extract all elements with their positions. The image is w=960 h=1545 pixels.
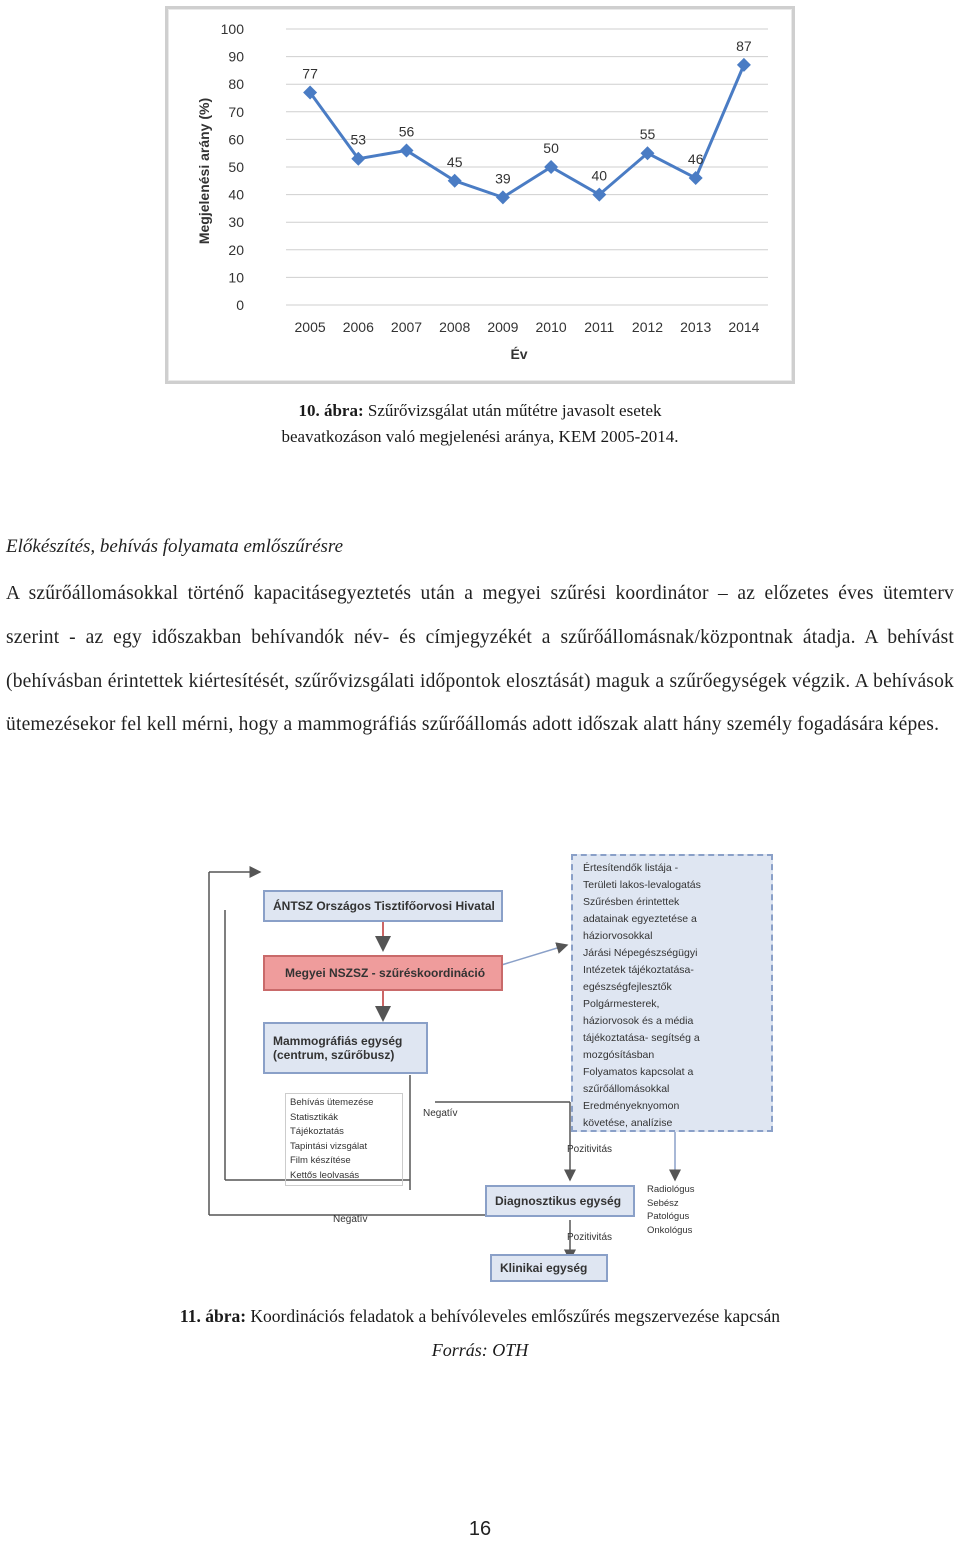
x-tick-label: 2005 — [294, 319, 326, 335]
staff-item: Radiológus — [647, 1184, 695, 1195]
data-point — [448, 174, 462, 188]
y-tick-label: 10 — [228, 269, 244, 286]
y-tick-label: 80 — [228, 76, 244, 93]
mammo-tasks-box — [285, 1093, 403, 1186]
mammo-task: Tájékoztatás — [290, 1126, 344, 1137]
info-line: háziorvosok és a média — [583, 1015, 694, 1027]
data-label: 77 — [302, 65, 318, 82]
y-tick-label: 20 — [228, 241, 244, 258]
figure-11-caption — [0, 1303, 960, 1329]
diag-staff-list — [647, 1183, 695, 1237]
data-label: 45 — [446, 153, 463, 170]
line-chart — [165, 6, 795, 384]
data-label: 87 — [736, 37, 752, 54]
mammo-task: Film készítése — [290, 1155, 351, 1166]
data-label: 56 — [398, 123, 415, 140]
mammo-box — [263, 1022, 428, 1074]
y-tick-label: 100 — [220, 21, 244, 37]
info-line: Járási Népegészségügyi — [583, 947, 698, 959]
info-line: Értesítendők listája - — [583, 862, 679, 874]
negativ-label-1: Negatív — [423, 1108, 458, 1119]
info-line: Folyamatos kapcsolat a — [583, 1066, 694, 1078]
data-label: 50 — [543, 140, 559, 156]
data-point — [689, 171, 703, 185]
figure-11-source: Forrás: OTH — [431, 1340, 529, 1360]
figure-11-label: 11. ábra: — [179, 1306, 247, 1326]
mammo-label-line2: (centrum, szűrőbusz) — [273, 1048, 395, 1062]
staff-item: Sebész — [647, 1197, 679, 1209]
pozitivitas-label-2: Pozitivitás — [567, 1232, 613, 1243]
pozitivitas-label-1: Pozitivitás — [567, 1144, 613, 1155]
x-tick-label: 2007 — [390, 319, 423, 335]
chart-svg — [168, 9, 798, 387]
info-line: Eredményeknyomon — [583, 1100, 680, 1112]
info-line: Intézetek tájékoztatása- — [583, 964, 694, 976]
data-point — [737, 58, 751, 72]
antsz-label: ÁNTSZ Országos Tisztifőorvosi Hivatal — [273, 899, 495, 913]
y-tick-label: 70 — [228, 103, 244, 120]
klinikai-label: Klinikai egység — [500, 1261, 588, 1275]
info-line: szűrőállomásokkal — [583, 1083, 670, 1095]
data-label: 40 — [591, 167, 608, 184]
mammo-task: Tapintási vizsgálat — [290, 1140, 368, 1152]
data-label: 46 — [687, 151, 704, 168]
x-tick-label: 2006 — [342, 319, 374, 335]
info-line: Szűrésben érintettek — [583, 896, 680, 908]
y-axis-title: Megjelenési arány (%) — [196, 97, 212, 245]
info-line: Területi lakos-levalogatás — [583, 879, 701, 891]
x-tick-label: 2009 — [487, 319, 519, 335]
figure-11-caption-text: Koordinációs feladatok a behívóleveles emlőszűrés megszervezése kapcsán — [250, 1306, 781, 1326]
x-tick-label: 2010 — [535, 319, 567, 335]
figure-10-caption — [0, 398, 960, 450]
mammo-label-line1: Mammográfiás egység — [273, 1034, 403, 1048]
antsz-box — [263, 890, 503, 922]
data-point — [544, 160, 558, 174]
info-line: Polgármesterek, — [583, 998, 660, 1010]
diag-box — [485, 1185, 635, 1217]
figure-10-caption-line1: Szűrővizsgálat után műtétre javasolt esetek — [367, 401, 662, 420]
x-tick-label: 2014 — [728, 319, 760, 335]
x-tick-label: 2011 — [584, 319, 615, 335]
info-line: adatainak egyeztetése a — [583, 913, 697, 925]
section-title: Előkészítés, behívás folyamata emlőszűrésre — [6, 536, 344, 557]
klinikai-box — [490, 1254, 608, 1282]
data-label: 55 — [639, 126, 656, 143]
diag-label: Diagnosztikus egység — [495, 1194, 622, 1208]
info-line: háziorvosokkal — [583, 930, 653, 942]
x-tick-label: 2008 — [439, 319, 471, 335]
coordination-diagram — [205, 850, 785, 1290]
figure-10-label: 10. ábra: — [298, 401, 364, 420]
mammo-task: Kettős leolvasás — [290, 1169, 360, 1181]
info-line: mozgósításban — [583, 1049, 655, 1061]
page-number: 16 — [468, 1518, 492, 1540]
y-tick-label: 90 — [228, 48, 244, 65]
mammo-task: Statisztikák — [290, 1111, 339, 1123]
y-tick-label: 50 — [228, 159, 244, 175]
x-tick-label: 2013 — [680, 319, 712, 335]
info-line: követése, analízise — [583, 1117, 673, 1129]
body-paragraph: A szűrőállomásokkal történő kapacitásegyeztetés után a megyei szűrési koordinátor – az előzetes éves ütemterv szerint - az egy időszakban behívandók név- és címjegyzékét a szűrőállomásnak/központnak átadja. A behívást (behívásban érintettek kiértesítését, szűrővizsgálati időpontok elosztását) maguk a szűrőegységek végzik. A behívások ütemezésekor fel kell mérni, hogy a mammográfiás szűrőállomás adott időszak alatt hány személy fogadására képes. — [6, 583, 954, 736]
y-tick-label: 60 — [228, 131, 244, 148]
megyei-box — [263, 955, 503, 991]
staff-item: Onkológus — [647, 1224, 693, 1236]
mammo-task: Behívás ütemezése — [290, 1097, 374, 1108]
x-axis-title: Év — [510, 346, 528, 362]
x-tick-label: 2012 — [631, 319, 664, 335]
megyei-label: Megyei NSZSZ - szűréskoordináció — [285, 966, 486, 980]
data-label: 39 — [495, 170, 511, 187]
figure-10-caption-line2: beavatkozáson való megjelenési aránya, KEM 2005-2014. — [281, 427, 679, 446]
data-label: 53 — [350, 131, 367, 148]
right-info-box — [571, 854, 773, 1132]
negativ-label-2: Negatív — [333, 1214, 368, 1225]
data-point — [496, 190, 510, 204]
series-line — [310, 65, 744, 197]
data-point — [400, 143, 414, 157]
info-line: tájékoztatása- segítség a — [583, 1032, 700, 1044]
y-tick-label: 40 — [228, 186, 244, 203]
y-tick-label: 0 — [236, 297, 244, 313]
staff-item: Patológus — [647, 1211, 690, 1222]
y-tick-label: 30 — [228, 214, 244, 231]
info-line: egészségfejlesztők — [583, 981, 672, 993]
